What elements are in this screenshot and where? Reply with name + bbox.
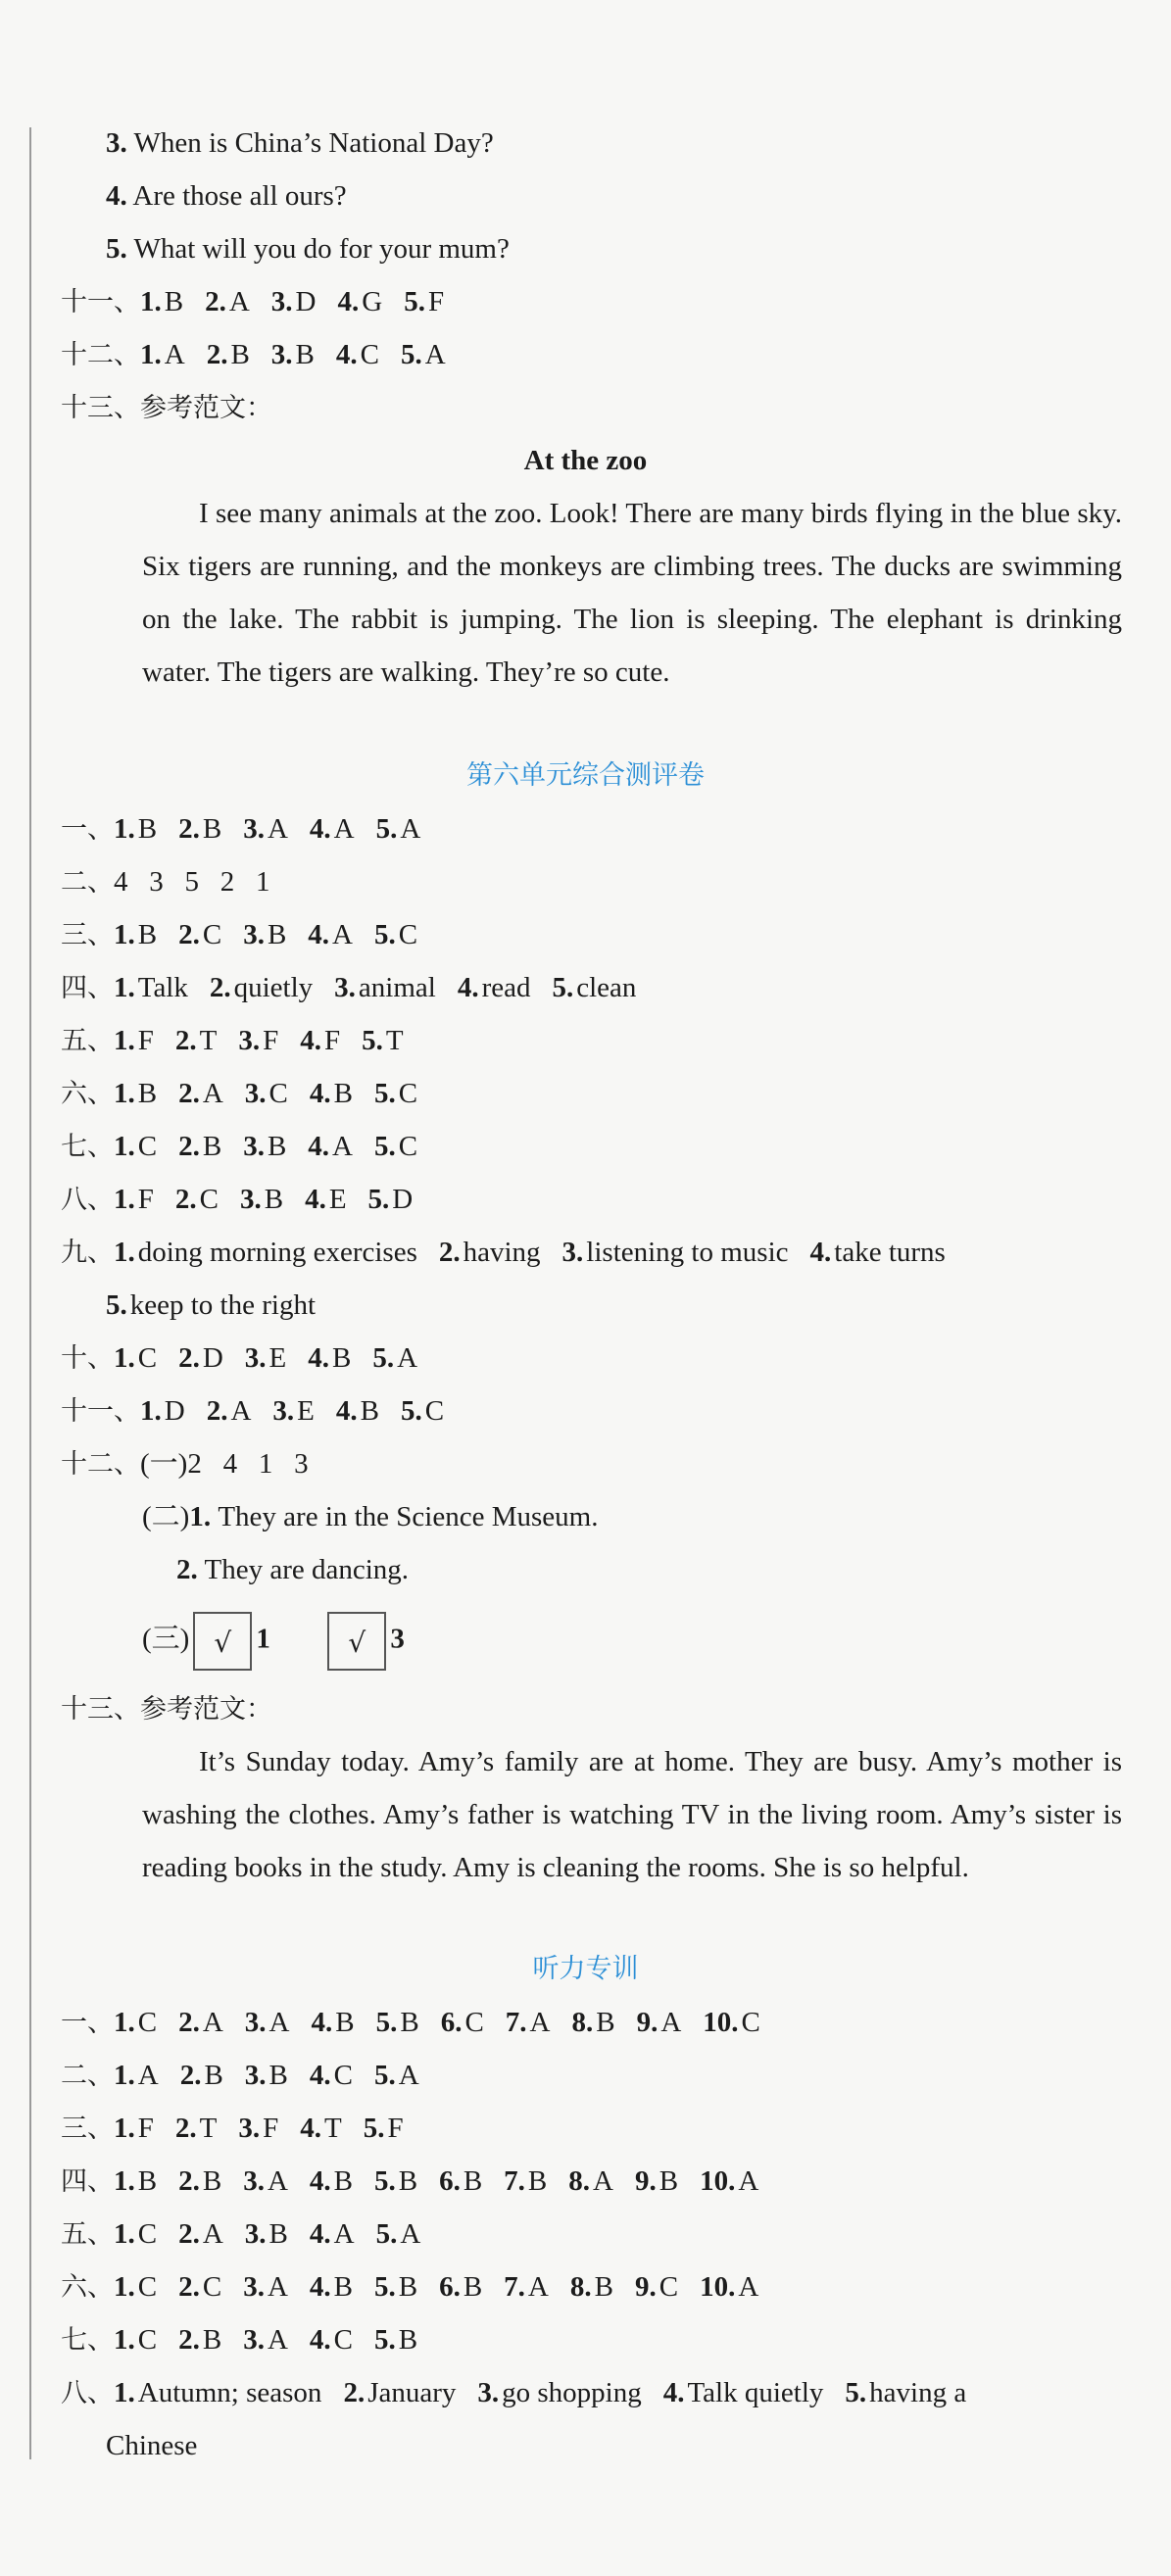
answer-item: 2. A xyxy=(206,1395,252,1427)
answer-item: 3. go shopping xyxy=(477,2377,642,2408)
answer-item: 2. having xyxy=(438,1237,541,1268)
answer-item: 4. C xyxy=(309,2324,353,2356)
answer-item: 1. doing morning exercises xyxy=(114,1237,417,1268)
answer-item: 1. B xyxy=(114,813,158,845)
answer-line: 3. When is China’s National Day? xyxy=(106,127,494,159)
u6-section-3: 三、1. B 2. C 3. B 4. A 5. C xyxy=(61,915,439,955)
answer-item: 3. C xyxy=(244,1078,288,1109)
answer-item: 1. A xyxy=(140,339,185,370)
answer-item: 10. A xyxy=(700,2165,759,2197)
answer-item: 3. A xyxy=(244,2007,290,2038)
check-box-1: √ xyxy=(193,1612,252,1671)
answer-item: 1. F xyxy=(114,2113,154,2144)
u6-section-2: 二、4 3 5 2 1 xyxy=(61,866,270,898)
answer-item: 1. C xyxy=(114,1342,158,1374)
answer-item: 1. A xyxy=(114,2060,159,2091)
answer-item: 5. B xyxy=(373,2165,418,2197)
ls-section-8: 八、1. Autumn; season 2. January 3. go shopping 4. Talk quietly 5. having a xyxy=(61,2373,988,2413)
answer-item: 5. C xyxy=(373,1078,418,1109)
ls-section-6: 六、1. C 2. C 3. A 4. B 5. B 6. B 7. A 8. B 9. C 10. A xyxy=(61,2267,780,2308)
answer-item: 5. B xyxy=(373,2324,418,2356)
ls-section-7: 七、1. C 2. B 3. A 4. C 5. B xyxy=(61,2320,439,2360)
answer-item: 10. C xyxy=(703,2007,760,2038)
answer-item: 5. clean xyxy=(552,972,637,1003)
answer-item: 5. A xyxy=(372,1342,418,1374)
answer-item: 4. B xyxy=(309,2165,353,2197)
answer-item: 2. T xyxy=(174,1025,218,1056)
answer-item: 4. T xyxy=(300,2113,342,2144)
answer-item: 4. E xyxy=(305,1184,347,1215)
section-12: 十二、1. A 2. B 3. B 4. C 5. A xyxy=(61,335,467,375)
answer-item: 5. C xyxy=(373,919,418,950)
answer-item: 2. B xyxy=(206,339,250,370)
answer-item: 3. B xyxy=(244,2060,288,2091)
u6-section-1: 一、1. B 2. B 3. A 4. A 5. A xyxy=(61,809,442,850)
u6-section-7: 七、1. C 2. B 3. B 4. A 5. C xyxy=(61,1127,439,1167)
listening-title: 听力专训 xyxy=(532,1954,639,1984)
answer-line: 5. What will you do for your mum? xyxy=(106,233,510,265)
answer-item: 4. G xyxy=(337,286,383,317)
answer-item: 3. F xyxy=(238,2113,279,2144)
answer-item: 2. C xyxy=(178,919,222,950)
u6-section-5: 五、1. F 2. T 3. F 4. F 5. T xyxy=(61,1021,425,1061)
answer-item: 5. A xyxy=(375,2218,421,2250)
answer-item: 4. take turns xyxy=(809,1237,946,1268)
ls-section-4: 四、1. B 2. B 3. A 4. B 5. B 6. B 7. B 8. A 9. B 10. A xyxy=(61,2162,780,2202)
answer-item: 5. C xyxy=(400,1395,445,1427)
answer-item: 2. B xyxy=(178,813,222,845)
ls-section-1: 一、1. C 2. A 3. A 4. B 5. B 6. C 7. A 8. B 9. A 10. C xyxy=(61,2003,782,2043)
answer-item: 3. A xyxy=(243,2271,288,2303)
answer-item: 1. F xyxy=(114,1025,154,1056)
answer-item: 2. A xyxy=(178,2007,223,2038)
answer-item: 4. Talk quietly xyxy=(662,2377,824,2408)
u6-section-13: 十三、参考范文： xyxy=(61,1694,272,1725)
answer-item: 9. B xyxy=(634,2165,679,2197)
answer-item: 5. keep to the right xyxy=(106,1289,317,1321)
answer-item: 2. A xyxy=(205,286,250,317)
answer-item: 1. C xyxy=(114,2324,158,2356)
answer-line: 4. Are those all ours? xyxy=(106,180,347,212)
answer-item: 5. A xyxy=(400,339,446,370)
answer-item: 2. B xyxy=(178,2324,222,2356)
u6-section-11: 十一、1. D 2. A 3. E 4. B 5. C xyxy=(61,1391,465,1432)
u6-section-12-sub2: (二)1. They are in the Science Museum. xyxy=(142,1501,599,1532)
answer-item: 3. D xyxy=(270,286,317,317)
essay-paragraph: I see many animals at the zoo. Look! There are many birds flying in the blue sky. Six tigers are running, and the monkeys are climbing trees. The ducks are swimming on the lake. The rabbit is jumping. The lion is sleeping. The elephant is drinking water. The tigers are walking. They’re so cute. xyxy=(142,498,1122,688)
answer-item: 1. D xyxy=(140,1395,185,1427)
answer-item: 2. January xyxy=(343,2377,457,2408)
answer-item: 2. C xyxy=(178,2271,222,2303)
answer-item: 4. A xyxy=(309,2218,355,2250)
answer-item: 5. T xyxy=(362,1025,404,1056)
answer-item: 8. B xyxy=(571,2007,615,2038)
answer-item: 8. A xyxy=(568,2165,613,2197)
answer-item: 1. B xyxy=(114,919,158,950)
answer-item: 1. B xyxy=(114,1078,158,1109)
answer-item: 3. E xyxy=(244,1342,287,1374)
essay-title: At the zoo xyxy=(523,445,648,476)
answer-item: 4. C xyxy=(335,339,379,370)
answer-item: 1. Talk xyxy=(114,972,188,1003)
ls-section-8-cont: Chinese xyxy=(106,2430,198,2461)
u6-section-12: 十二、(一)2 4 1 3 xyxy=(61,1448,309,1480)
answer-item: 3. B xyxy=(239,1184,284,1215)
answer-item: 2. C xyxy=(174,1184,219,1215)
answer-item: 5. C xyxy=(373,1131,418,1162)
check-box-2: √ xyxy=(327,1612,386,1671)
answer-item: 2. D xyxy=(178,1342,223,1374)
answer-item: 3. E xyxy=(272,1395,315,1427)
answer-item: 6. C xyxy=(440,2007,484,2038)
u6-section-4: 四、1. Talk 2. quietly 3. animal 4. read 5. clean xyxy=(61,968,658,1008)
answer-item: 1. C xyxy=(114,2218,158,2250)
answer-item: 5. F xyxy=(363,2113,404,2144)
answer-item: 10. A xyxy=(700,2271,759,2303)
answer-item: 5. D xyxy=(367,1184,414,1215)
answer-item: 4. B xyxy=(308,1342,352,1374)
u6-section-12-sub2b: 2. They are dancing. xyxy=(176,1554,410,1585)
answer-item: 2. B xyxy=(179,2060,223,2091)
answer-item: 5. B xyxy=(373,2271,418,2303)
answer-item: 4. A xyxy=(308,1131,353,1162)
answer-item: 3. B xyxy=(243,1131,287,1162)
ls-section-2: 二、1. A 2. B 3. B 4. C 5. A xyxy=(61,2056,441,2096)
answer-item: 3. A xyxy=(243,813,288,845)
answer-item: 1. B xyxy=(140,286,184,317)
answer-item: 2. B xyxy=(178,1131,222,1162)
answer-item: 3. B xyxy=(243,919,287,950)
ls-section-3: 三、1. F 2. T 3. F 4. T 5. F xyxy=(61,2109,425,2149)
answer-item: 3. F xyxy=(238,1025,279,1056)
answer-item: 8. B xyxy=(569,2271,613,2303)
u6-section-8: 八、1. F 2. C 3. B 4. E 5. D xyxy=(61,1180,434,1220)
unit6-title: 第六单元综合测评卷 xyxy=(466,760,705,791)
answer-item: 4. B xyxy=(335,1395,379,1427)
answer-item: 2. quietly xyxy=(209,972,314,1003)
answer-item: 3. listening to music xyxy=(561,1237,789,1268)
essay2-paragraph: It’s Sunday today. Amy’s family are at home. They are busy. Amy’s mother is washing the clothes. Amy’s father is watching TV in the living room. Amy’s sister is reading books in the study. Amy is cleaning the rooms. She is so helpful. xyxy=(142,1746,1122,1883)
answer-item: 5. F xyxy=(404,286,445,317)
section-11: 十一、1. B 2. A 3. D 4. G 5. F xyxy=(61,282,465,322)
answer-item: 4. F xyxy=(300,1025,341,1056)
answer-item: 1. Autumn; season xyxy=(114,2377,322,2408)
answer-item: 4. A xyxy=(309,813,355,845)
section-13: 十三、参考范文： xyxy=(61,393,272,423)
u6-section-10: 十、1. C 2. D 3. E 4. B 5. A xyxy=(61,1338,439,1379)
answer-item: 1. C xyxy=(114,1131,158,1162)
answer-item: 4. B xyxy=(311,2007,355,2038)
answer-item: 4. B xyxy=(309,1078,353,1109)
answer-item: 4. A xyxy=(308,919,353,950)
answer-item: 6. B xyxy=(439,2271,483,2303)
answer-item: 9. A xyxy=(636,2007,682,2038)
answer-item: 3. A xyxy=(243,2324,288,2356)
answer-item: 6. B xyxy=(439,2165,483,2197)
answer-item: 3. A xyxy=(243,2165,288,2197)
answer-item: 2. B xyxy=(178,2165,222,2197)
answer-item: 7. B xyxy=(504,2165,548,2197)
u6-section-9-cont xyxy=(106,1286,337,1325)
answer-item: 7. A xyxy=(504,2271,549,2303)
answer-item: 3. animal xyxy=(334,972,436,1003)
answer-item: 1. F xyxy=(114,1184,154,1215)
answer-item: 4. read xyxy=(457,972,531,1003)
answer-item: 4. C xyxy=(309,2060,353,2091)
answer-item: 9. C xyxy=(634,2271,679,2303)
answer-item: 3. B xyxy=(270,339,315,370)
answer-item: 1. B xyxy=(114,2165,158,2197)
answer-item: 2. A xyxy=(178,1078,223,1109)
answer-item: 2. A xyxy=(178,2218,223,2250)
answer-item: 5. A xyxy=(373,2060,419,2091)
answer-item: 5. B xyxy=(375,2007,419,2038)
u6-section-6: 六、1. B 2. A 3. C 4. B 5. C xyxy=(61,1074,439,1114)
answer-item: 1. C xyxy=(114,2007,158,2038)
answer-item: 2. T xyxy=(174,2113,218,2144)
u6-section-12-sub3: (三) √ 1 √ 3 xyxy=(142,1612,405,1671)
u6-section-9: 九、1. doing morning exercises 2. having 3. listening to music 4. take turns xyxy=(61,1233,967,1273)
answer-item: 7. A xyxy=(505,2007,551,2038)
answer-item: 1. C xyxy=(114,2271,158,2303)
answer-item: 3. B xyxy=(244,2218,288,2250)
answer-item: 5. A xyxy=(375,813,421,845)
answer-item: 4. B xyxy=(309,2271,353,2303)
answer-item: 5. having a xyxy=(845,2377,967,2408)
ls-section-5: 五、1. C 2. A 3. B 4. A 5. A xyxy=(61,2214,442,2255)
